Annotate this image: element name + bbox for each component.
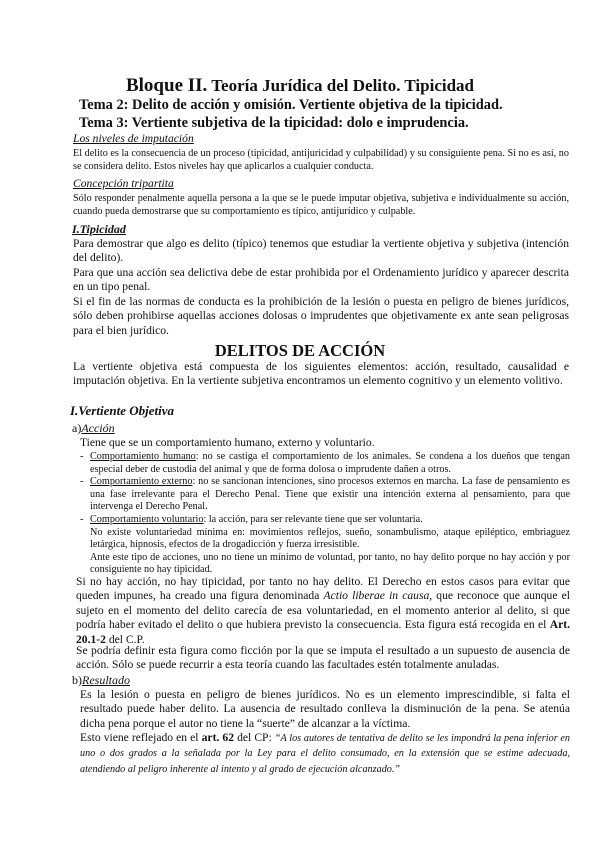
- ficcion-paragraph: Se podría definir esta figura como ficción por la que se imputa el resultado a un supuesto de ausencia de acción. Sólo se puede recurrir a esta teoría cuando las facultades estén totalmente anuladas.: [76, 644, 570, 672]
- art-62-quote: “A los autores de tentativa de delito se les impondrá la pena inferior en uno o dos grados a la señalada por la Ley para el delito consumado, en la extensión que se estime adecuada, atendiendo al peligro inherente al intento y al grado de ejecución alcanzado.”: [80, 733, 570, 775]
- tema3-heading: Tema 3: Vertiente subjetiva de la tipicidad: dolo e imprudencia.: [79, 115, 469, 131]
- tipicidad-p3: Si el fin de las normas de conducta es la prohibición de la lesión o puesta en peligro de bienes jurídicos, sólo deben prohibirse aquellas acciones dolosas o imprudentes que objetivamente ex ante sean peligrosas para el bien jurídico.: [73, 295, 569, 337]
- niveles-heading: Los niveles de imputación: [73, 132, 194, 145]
- resultado-label: Resultado: [82, 673, 130, 687]
- art-62-ref: art. 62: [201, 731, 234, 744]
- bloque-title: Teoría Jurídica del Delito. Tipicidad: [211, 76, 474, 95]
- actio-paragraph: Si no hay acción, no hay tipicidad, por tanto no hay delito. El Derecho en estos casos para evitar que queden impunes, ha creado una figura denominada Actio liberae in causa, que reconoce que aunque el sujeto en el momento del delito carecía de esa voluntariedad, en el momento anterior al delito, si que podría haber evitado el delito o que hubiera previsto la consecuencia. Esta figura está recogida en el Art. 20.1-2 del C.P.: [76, 575, 570, 646]
- list-item: - Comportamiento humano: no se castiga el comportamiento de los animales. Se condena a los dueños que tengan especial deber de custodia del animal y que de forma dolosa o imprudente dañen a otros.: [80, 451, 570, 475]
- accion-label: Acción: [81, 421, 115, 435]
- tema2-heading: Tema 2: Delito de acción y omisión. Vertiente objetiva de la tipicidad.: [79, 97, 503, 113]
- document-title: [0, 76, 600, 96]
- resultado-p1: Es la lesión o puesta en peligro de bienes jurídicos. No es un elemento imprescindible, si falta el resultado puede haber delito. La ausencia de resultado conlleva la disminución de la pena. Se atenúa dicha pena porque el autor no tiene la “suerte” de alcanzar a la víctima.: [80, 688, 570, 730]
- actio-term: Actio liberae in causa: [323, 589, 430, 603]
- delitos-intro: La vertiente objetiva está compuesta de los siguientes elementos: acción, resultado, causalidad e imputación objetiva. En la vertiente subjetiva encontramos un elemento cognitivo y un elemento volitivo.: [73, 360, 569, 388]
- accion-intro: Tiene que se un comportamiento humano, externo y voluntario.: [80, 436, 375, 449]
- accion-prefix: a): [72, 421, 82, 435]
- voluntariedad-text: No existe voluntariedad mínima en: movimientos reflejos, sueño, sonambulismo, ataque epiléptico, embriaguez letárgica, hipnosis, efectos de la drogadicción y fuerza irresistible.: [90, 526, 570, 551]
- resultado-heading: [72, 673, 130, 688]
- accion-bullets: [80, 451, 570, 577]
- tipicidad-p1: Para demostrar que algo es delito (típico) tenemos que estudiar la vertiente objetiva y subjetiva (intención del delito).: [73, 237, 569, 265]
- tipicidad-heading: I.Tipicidad: [72, 222, 126, 236]
- resultado-p2: Esto viene reflejado en el art. 62 del CP: “A los autores de tentativa de delito se les impondrá la pena inferior en uno o dos grados a la señalada por la Ley para el delito consumado, en la extensión que se estime adecuada, atendiendo al peligro inherente al intento y al grado de ejecución alcanzado.”: [80, 731, 570, 775]
- concepcion-text: Sólo responder penalmente aquella persona a la que se le puede imputar objetiva, subjetiva e individualmente su acción, cuando pueda demostrarse que su comportamiento es típico, antijurídico y culpable.: [73, 193, 569, 217]
- vertiente-heading: I.Vertiente Objetiva: [70, 403, 174, 418]
- niveles-text: El delito es la consecuencia de un proceso (tipicidad, antijuricidad y culpabilidad) y su consiguiente pena. Si no es así, no se considera delito. Estos niveles hay que aplicarlos a cualquier conducta.: [73, 148, 569, 172]
- tipicidad-p2: Para que una acción sea delictiva debe de estar prohibida por el Ordenamiento jurídico y aparecer descrita en un tipo penal.: [73, 266, 569, 294]
- list-item: - Comportamiento voluntario: la acción, para ser relevante tiene que ser voluntaria.: [80, 513, 423, 525]
- art-20-ref: Art. 20.1-2: [76, 618, 570, 646]
- ausencia-accion-text: Ante este tipo de acciones, uno no tiene un mínimo de voluntad, por tanto, no hay delito porque no hay acción y por consiguiente no hay tipicidad.: [90, 551, 570, 576]
- list-item: - Comportamiento externo: no se sancionan intenciones, sino procesos externos en marcha. La fase de pensamiento es una fase irrelevante para el Derecho Penal. Tiene que existir una intención externa al pensamiento, para que intervenga el Derecho Penal.: [80, 476, 570, 513]
- bloque-label: Bloque II.: [125, 75, 208, 96]
- accion-heading: [72, 421, 115, 436]
- concepcion-heading: Concepción tripartita: [73, 177, 174, 190]
- resultado-prefix: b): [72, 673, 82, 687]
- delitos-heading: DELITOS DE ACCIÓN: [214, 341, 386, 360]
